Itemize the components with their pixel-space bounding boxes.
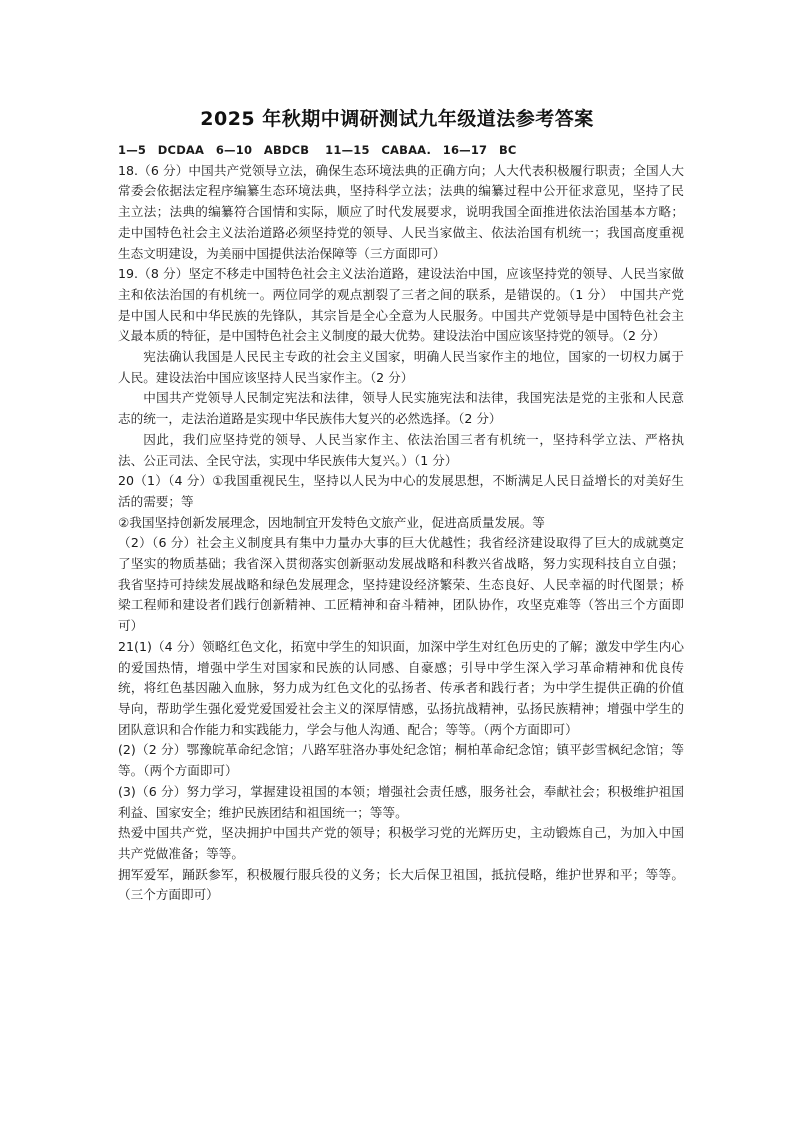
answer-q18: 18.（6 分）中国共产党领导立法，确保生态环境法典的正确方向；人大代表积极履行职责；全国人大常委会依据法定程序编纂生态环境法典，坚持科学立法；法典的编纂过程中公开征求意见，坚持了民主立法；法典的编纂符合国情和实际，顺应了时代发展要求，说明我国全面推进依法治国基本方略；走中国特色社会主义法治道路必须坚持党的领导、人民当家做主、依法治国有机统一；我国高度重视生态文明建设，为美丽中国提供法治保障等（三方面即可） [118, 162, 684, 261]
answer-q21-3-a: (3)（6 分）努力学习，掌握建设祖国的本领；增强社会责任感，服务社会，奉献社会；积极维护祖国利益、国家安全；维护民族团结和祖国统一；等等。 [118, 783, 684, 820]
document-body [118, 140, 684, 906]
choice-answers: 1—5 DCDAA 6—10 ABDCB 11—15 CABAA. 16—17 BC [118, 143, 517, 157]
answer-q21-1: 21(1)（4 分）领略红色文化，拓宽中学生的知识面，加深中学生对红色历史的了解；激发中学生内心的爱国热情，增强中学生对国家和民族的认同感、自豪感；引导中学生深入学习革命精神和优良传统，将红色基因融入血脉，努力成为红色文化的弘扬者、传承者和践行者；为中学生提供正确的价值导向，帮助学生强化爱党爱国爱社会主义的深厚情感，弘扬抗战精神，弘扬民族精神；增强中学生的团队意识和合作能力和实践能力，学会与他人沟通、配合；等等。（两个方面即可） [118, 638, 684, 737]
answer-q20-1-a: 20（1）（4 分）①我国重视民生，坚持以人民为中心的发展思想，不断满足人民日益增长的对美好生活的需要；等 [118, 473, 684, 509]
answer-q19-point-3: 中国共产党领导人民制定宪法和法律，领导人民实施宪法和法律，我国宪法是党的主张和人民意志的统一，走法治道路是实现中华民族伟大复兴的必然选择。（2 分） [118, 390, 684, 427]
answer-q20-2: （2）（6 分）社会主义制度具有集中力量办大事的巨大优越性；我省经济建设取得了巨大的成就奠定了坚实的物质基础；我省深入贯彻落实创新驱动发展战略和科教兴省战略，努力实现科技自立自强；我省坚持可持续发展战略和绿色发展理念，坚持建设经济繁荣、生态良好、人民幸福的时代图景；桥梁工程师和建设者们践行创新精神、工匠精神和奋斗精神，团队协作，攻坚克难等（答出三个方面即可） [118, 535, 684, 634]
answer-q21-3-c: 拥军爱军，踊跃参军，积极履行服兵役的义务；长大后保卫祖国，抵抗侵略，维护世界和平；等等。（三个方面即可） [118, 866, 684, 903]
answer-q21-2: (2)（2 分）鄂豫皖革命纪念馆；八路军驻洛办事处纪念馆；桐柏革命纪念馆；镇平彭雪枫纪念馆；等等。（两个方面即可） [118, 742, 684, 779]
document-title: 2025 年秋期中调研测试九年级道法参考答案 [200, 108, 594, 130]
answer-q21-3-b: 热爱中国共产党，坚决拥护中国共产党的领导；积极学习党的光辉历史，主动锻炼自己，为加入中国共产党做准备；等等。 [118, 825, 684, 861]
answer-q19-conclusion: 因此，我们应坚持党的领导、人民当家作主、依法治国三者有机统一，坚持科学立法、严格执法、公正司法、全民守法，实现中华民族伟大复兴。）（1 分） [118, 431, 684, 468]
answer-q20-1-b: ②我国坚持创新发展理念，因地制宜开发特色文旅产业，促进高质量发展。等 [118, 514, 545, 530]
answer-q19-point-2: 宪法确认我国是人民民主专政的社会主义国家，明确人民当家作主的地位，国家的一切权力属于人民。建设法治中国应该坚持人民当家作主。（2 分） [118, 349, 684, 385]
answer-q19: 19.（8 分）坚定不移走中国特色社会主义法治道路，建设法治中国，应该坚持党的领导、人民当家做主和依法治国的有机统一。两位同学的观点割裂了三者之间的联系，是错误的。（1 分） 中国共产党是中国人民和中华民族的先锋队，其宗旨是全心全意为人民服务。中国共产党领导是中国特色社会主义最本质的特征，是中国特色社会主义制度的最大优势。建设法治中国应该坚持党的领导。（2 分） [118, 266, 684, 344]
